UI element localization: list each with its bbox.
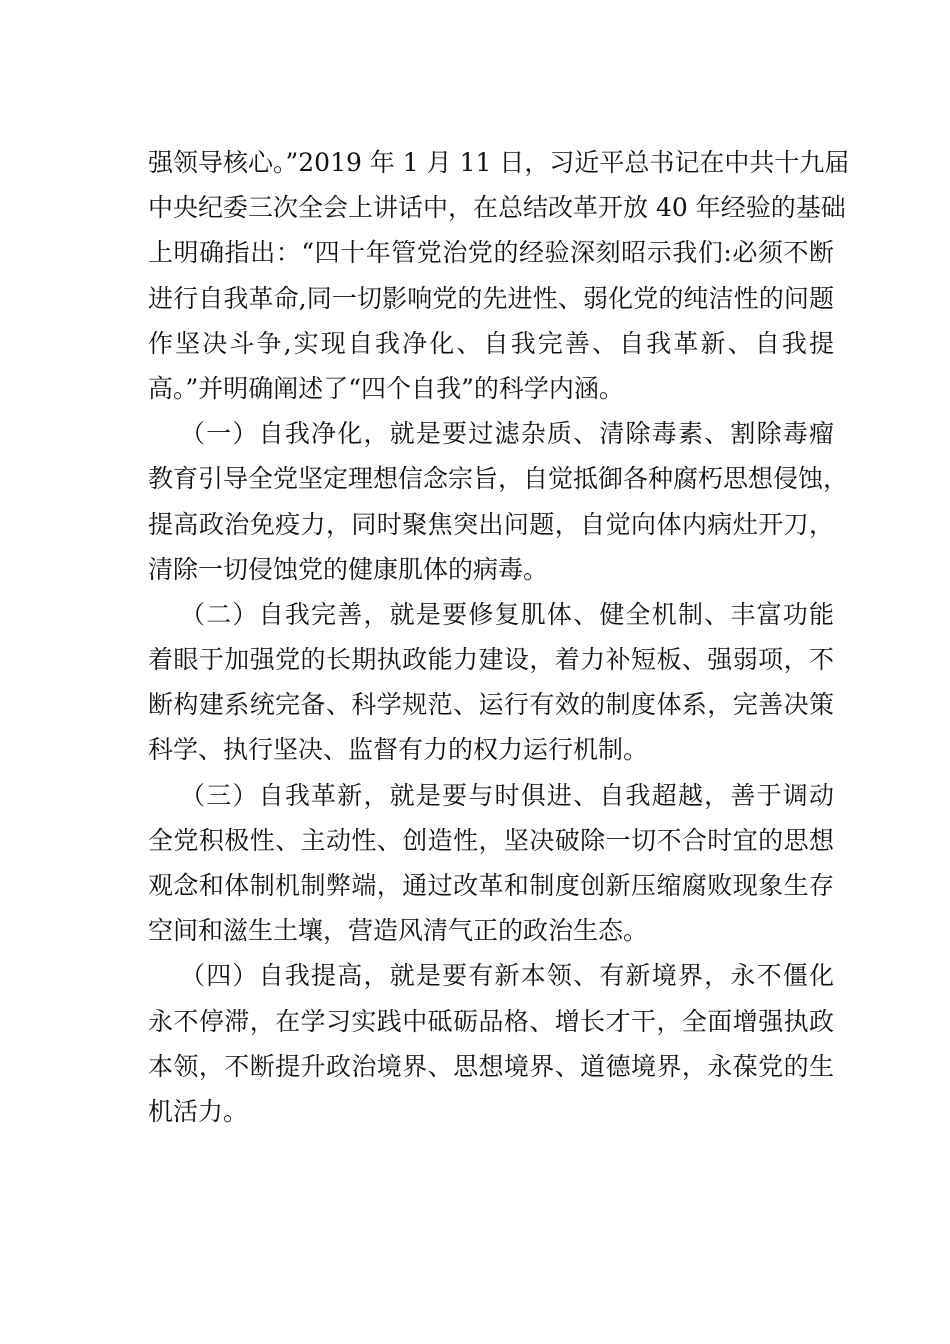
text-line: 高。”并明确阐述了“四个自我”的科学内涵。 <box>148 373 624 403</box>
text-line: 教育引导全党坚定理想信念宗旨，自觉抵御各种腐朽思想侵蚀， <box>148 464 849 494</box>
text-line: 科学、执行坚决、监督有力的权力运行机制。 <box>148 735 649 765</box>
text-line: 提高政治免疫力，同时聚焦突出问题，自觉向体内病灶开刀， <box>148 509 834 539</box>
text-line: 着眼于加强党的长期执政能力建设，着力补短板、强弱项，不 <box>148 645 834 675</box>
text-line: 空间和滋生土壤，营造风清气正的政治生态。 <box>148 916 649 946</box>
text-line: 强领导核心。”2019 年 1 月 11 日，习近平总书记在中共十九届 <box>148 148 850 177</box>
section-heading-line: （二）自我完善，就是要修复肌体、健全机制、丰富功能 <box>180 599 834 629</box>
text-line: 永不停滞，在学习实践中砥砺品格、增长才干，全面增强执政 <box>148 1006 834 1036</box>
section-heading-line: （一）自我净化，就是要过滤杂质、清除毒素、割除毒瘤 <box>180 419 834 449</box>
text-line: 清除一切侵蚀党的健康肌体的病毒。 <box>148 554 549 584</box>
text-line: 机活力。 <box>148 1096 249 1126</box>
text-line: 进行自我革命,同一切影响党的先进性、弱化党的纯洁性的问题 <box>148 283 834 313</box>
text-line: 观念和体制机制弊端，通过改革和制度创新压缩腐败现象生存 <box>148 871 834 900</box>
text-line: 中央纪委三次全会上讲话中，在总结改革开放 40 年经验的基础 <box>148 193 846 223</box>
section-heading-line: （四）自我提高，就是要有新本领、有新境界，永不僵化 <box>180 961 834 991</box>
text-line: 全党积极性、主动性、创造性，坚决破除一切不合时宜的思想 <box>148 825 834 855</box>
body-text <box>148 140 850 1134</box>
text-line: 作坚决斗争,实现自我净化、自我完善、自我革新、自我提 <box>148 328 834 358</box>
text-line: 断构建系统完备、科学规范、运行有效的制度体系，完善决策 <box>148 690 834 720</box>
text-line: 上明确指出：“四十年管党治党的经验深刻昭示我们:必须不断 <box>148 238 834 268</box>
section-heading-line: （三）自我革新，就是要与时俱进、自我超越，善于调动 <box>180 780 834 810</box>
text-line: 本领，不断提升政治境界、思想境界、道德境界，永葆党的生 <box>148 1051 834 1081</box>
